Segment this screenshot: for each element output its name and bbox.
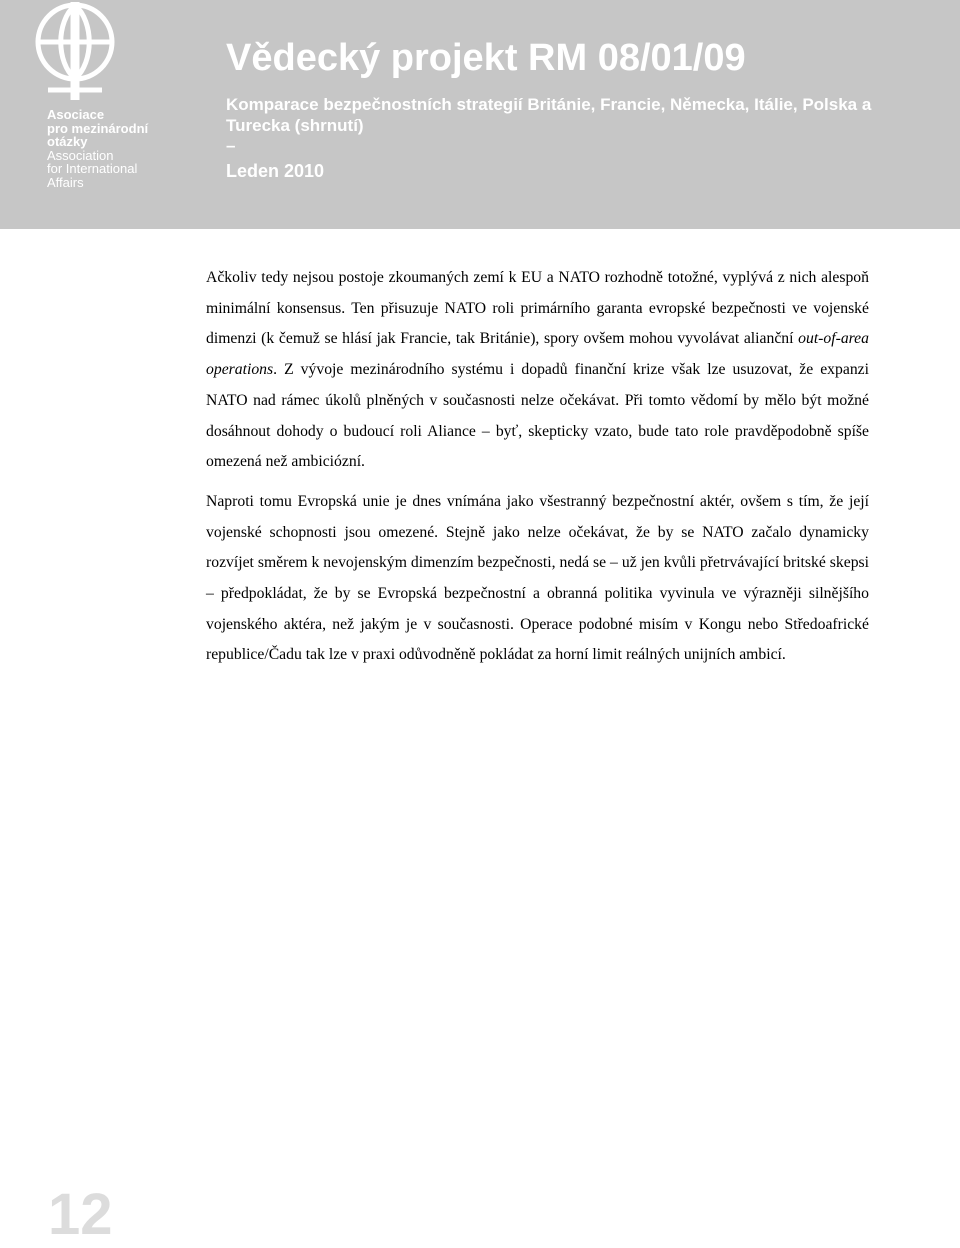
- logo-line: Affairs: [47, 174, 84, 190]
- document-body: [206, 263, 869, 680]
- paragraph-2: Naproti tomu Evropská unie je dnes vnímána jako všestranný bezpečnostní aktér, ovšem s tím, že její vojenské schopnosti jsou omezené. Stejně jako nelze očekávat, že by se NATO začalo dynamicky rozvíjet směrem k nevojenským dimenzím bezpečnosti, nedá se – už jen kvůli přetrvávající britské skepsi – předpokládat, že by se Evropská bezpečnostní a obranná politika vyvinula ve výrazněji silnějšího vojenského aktéra, než jakým je v současnosti. Operace podobné misím v Kongu nebo Středoafrické republice/Čadu tak lze v praxi odůvodněně pokládat za horní limit reálných unijních ambicí.: [206, 492, 869, 664]
- paragraph-1-text: Ačkoliv tedy nejsou postoje zkoumaných zemí k EU a NATO rozhodně totožné, vyplývá z nich alespoň minimální konsensus. Ten přisuzuje NATO roli primárního garanta evropské bezpečnosti ve vojenské dimenzi (k čemuž se hlásí jak Francie, tak Británie), spory ovšem mohou vyvolávat alianční: [206, 269, 869, 348]
- paragraph-1-text-end: . Z vývoje mezinárodního systému i dopadů finanční krize však lze usuzovat, že expanzi NATO nad rámec úkolů plněných v současnosti nelze očekávat. Při tomto vědomí by mělo být možné dosáhnout dohody o budoucí roli Aliance – byť, skepticky vzato, bude tato role pravděpodobně spíše omezená než ambiciózní.: [206, 361, 869, 471]
- logo-line: otázky: [47, 134, 88, 150]
- logo-line: Asociace: [47, 107, 105, 122]
- document-subtitle: Komparace bezpečnostních strategií Británie, Francie, Německa, Itálie, Polska a Turecka (shrnutí): [226, 95, 872, 135]
- logo-line: Association: [47, 147, 114, 163]
- logo-line: for International: [47, 161, 138, 177]
- header-banner: [0, 0, 960, 229]
- document-date: Leden 2010: [226, 161, 325, 181]
- paragraph-1-italic-term: out-of-area operations: [206, 330, 869, 379]
- document-title: Vědecký projekt RM 08/01/09: [226, 37, 746, 79]
- organization-name: [47, 108, 177, 190]
- logo-line: pro mezinárodní: [47, 120, 149, 136]
- paragraph-1: [206, 263, 869, 478]
- header-dash: –: [226, 136, 236, 155]
- page-number: 12: [48, 1182, 113, 1247]
- globe-cross-logo-icon: [34, 2, 116, 100]
